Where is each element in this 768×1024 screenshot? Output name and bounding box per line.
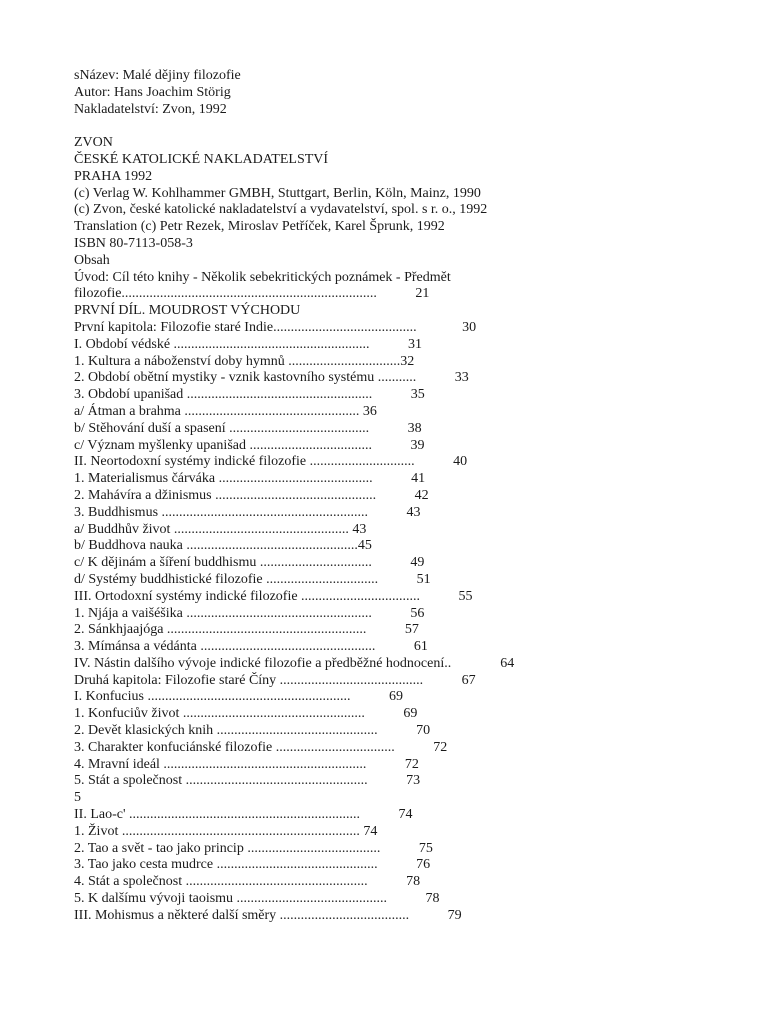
toc-line: 2. Sánkhjaajóga ......................................................... 57 <box>74 622 419 638</box>
toc-line: 2. Tao a svět - tao jako princip ...................................... 75 <box>74 840 433 856</box>
toc-line: 1. Konfuciův život .................................................... 69 <box>74 706 418 722</box>
toc-line: III. Ortodoxní systémy indické filozofie .................................. 55 <box>74 588 473 604</box>
toc-line: 3. Buddhismus ........................................................... 43 <box>74 504 421 520</box>
toc-line: První kapitola: Filozofie staré Indie......................................... 30 <box>74 319 477 335</box>
toc-heading: Obsah <box>74 252 110 268</box>
toc-line: IV. Nástin dalšího vývoje indické filozofie a předběžné hodnocení.. 64 <box>74 655 515 671</box>
toc-line: 1. Kultura a náboženství doby hymnů ................................32 <box>74 353 415 369</box>
toc-line: I. Konfucius .......................................................... 69 <box>74 689 403 705</box>
toc-line: a/ Átman a brahma .................................................. 36 <box>74 403 377 419</box>
toc-line: 5 <box>74 790 81 806</box>
toc-line: 3. Mímánsa a védánta .................................................. 61 <box>74 639 428 655</box>
title-line: sNázev: Malé dějiny filozofie <box>74 68 241 83</box>
toc-line: 3. Období upanišad ..................................................... 35 <box>74 387 425 403</box>
toc-line: 1. Njája a vaišéšika ..................................................... 56 <box>74 605 425 621</box>
imprint-line: (c) Verlag W. Kohlhammer GMBH, Stuttgart, Berlin, Köln, Mainz, 1990 <box>74 185 481 201</box>
toc-line: Druhá kapitola: Filozofie staré Číny ......................................... 67 <box>74 672 476 688</box>
toc-line: II. Lao-c' .................................................................. 74 <box>74 807 413 823</box>
isbn-line: ISBN 80-7113-058-3 <box>74 235 193 251</box>
toc-line: 4. Stát a společnost .................................................... 78 <box>74 874 421 890</box>
toc-line: b/ Buddhova nauka .................................................45 <box>74 538 372 554</box>
imprint-line: (c) Zvon, české katolické nakladatelství a vydavatelství, spol. s r. o., 1992 <box>74 202 488 218</box>
toc-line: II. Neortodoxní systémy indické filozofie .............................. 40 <box>74 454 468 470</box>
toc-line: a/ Buddhův život .................................................. 43 <box>74 521 367 537</box>
toc-line: 4. Mravní ideál .......................................................... 72 <box>74 756 419 772</box>
toc-line: 2. Období obětní mystiky - vznik kastovního systému ........... 33 <box>74 370 469 386</box>
toc-line: 3. Tao jako cesta mudrce .............................................. 76 <box>74 857 431 873</box>
toc-part-heading: PRVNÍ DÍL. MOUDROST VÝCHODU <box>74 303 301 319</box>
toc-line: d/ Systémy buddhistické filozofie ................................ 51 <box>74 571 431 587</box>
page-number-marker: 5. Stát a společnost .................................................... 73 <box>74 773 421 789</box>
imprint-line: Translation (c) Petr Rezek, Miroslav Petříček, Karel Šprunk, 1992 <box>74 219 445 235</box>
document-page <box>74 68 754 925</box>
toc-line: I. Období védské ........................................................ 31 <box>74 336 423 352</box>
toc-line: 1. Materialismus čárváka ............................................ 41 <box>74 471 426 487</box>
toc-line: Úvod: Cíl této knihy - Několik sebekritických poznámek - Předmět <box>74 269 451 285</box>
toc-line: 3. Charakter konfuciánské filozofie .................................. 72 <box>74 739 448 755</box>
toc-line: b/ Stěhování duší a spasení ........................................ 38 <box>74 420 422 436</box>
imprint-line: ZVON <box>74 135 113 151</box>
toc-line: c/ Význam myšlenky upanišad ................................... 39 <box>74 437 425 453</box>
toc-line: 5. K dalšímu vývoji taoismu ........................................... 78 <box>74 891 440 907</box>
author-line: Autor: Hans Joachim Störig <box>74 84 231 100</box>
spacer <box>74 118 754 135</box>
toc-line: 1. Život .................................................................... 74 <box>74 823 378 839</box>
toc-line: 2. Mahávíra a džinismus .............................................. 42 <box>74 487 429 503</box>
imprint-line: ČESKÉ KATOLICKÉ NAKLADATELSTVÍ <box>74 151 329 167</box>
toc-line: III. Mohismus a některé další směry ..................................... 79 <box>74 907 462 923</box>
toc-line: filozofie......................................................................... 21 <box>74 286 430 302</box>
toc-line: c/ K dějinám a šíření buddhismu ................................ 49 <box>74 555 425 571</box>
toc-line: 2. Devět klasických knih .............................................. 70 <box>74 723 431 739</box>
publisher-line: Nakladatelství: Zvon, 1992 <box>74 101 227 117</box>
imprint-line: PRAHA 1992 <box>74 168 153 184</box>
